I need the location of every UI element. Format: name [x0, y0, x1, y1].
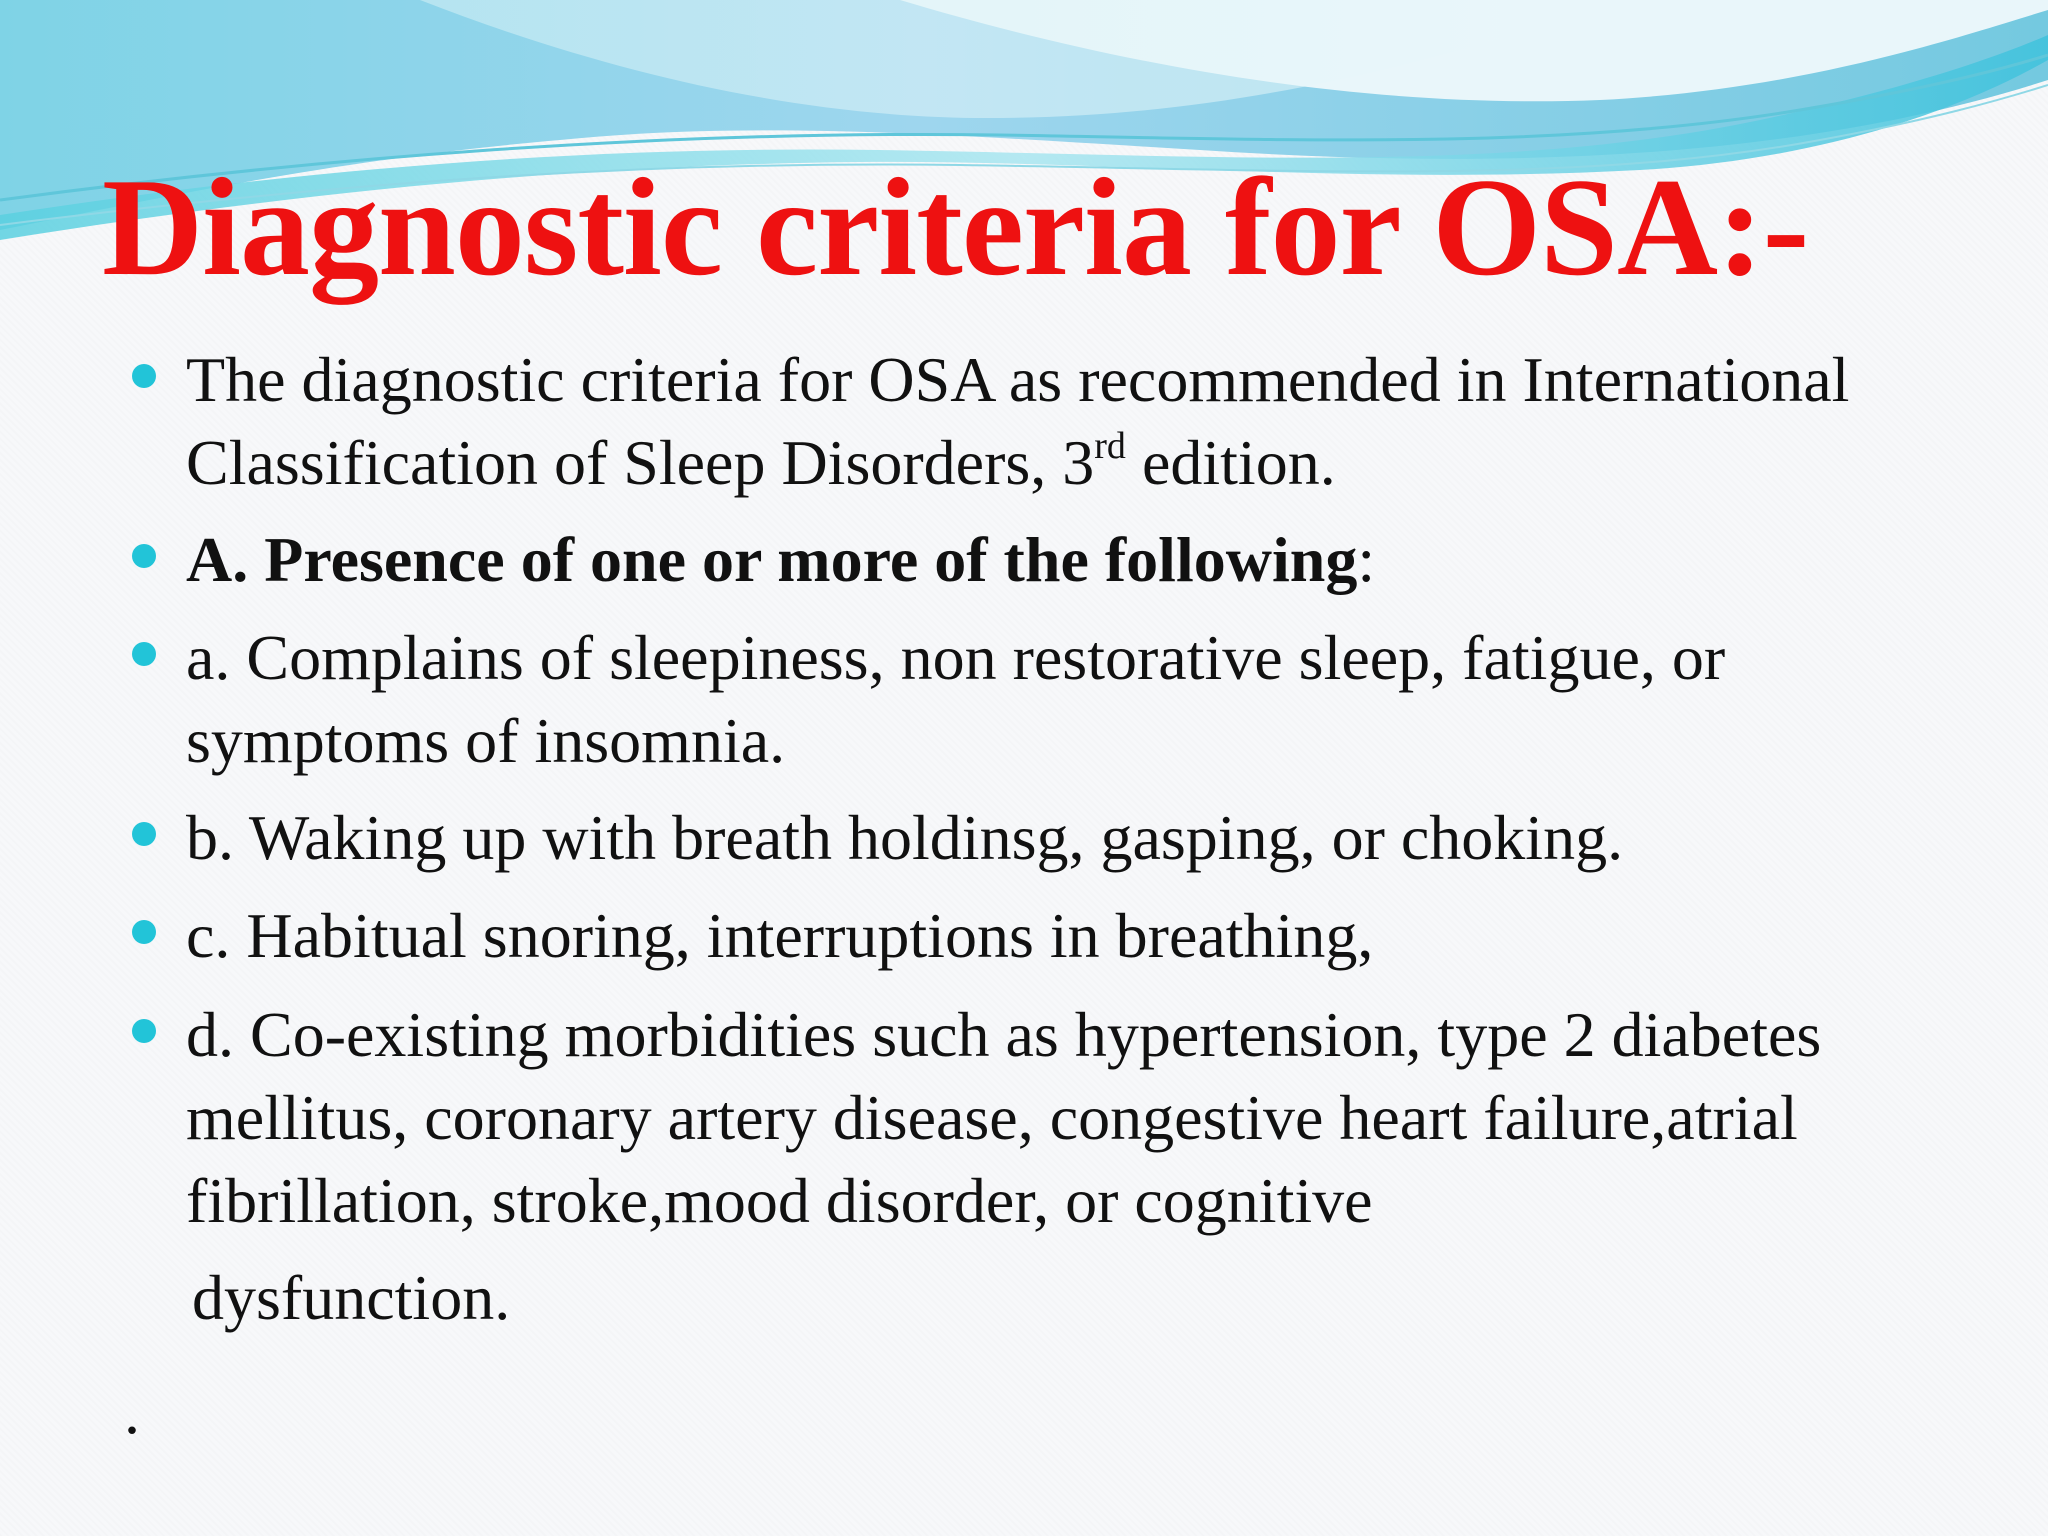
intro-text: The diagnostic criteria for OSA as recommended in International Classification of Sleep Disorders, 3 [186, 344, 1850, 498]
criteria-heading: A. Presence of one or more of the following [186, 524, 1358, 595]
slide-title: Diagnostic criteria for OSA:- [102, 150, 1809, 305]
list-item-heading [186, 518, 1906, 601]
list-item-c [186, 894, 1906, 977]
item-d-continuation: dysfunction. [192, 1262, 511, 1333]
bullet-dot-icon [132, 642, 156, 666]
bullet-dot-icon [132, 1019, 156, 1043]
bullet-dot-icon [132, 364, 156, 388]
criteria-heading-suffix: : [1357, 524, 1376, 595]
ordinal-superscript: rd [1094, 425, 1126, 467]
bullet-dot-icon [132, 920, 156, 944]
bullet-dot-icon [132, 544, 156, 568]
bullet-dot-icon [132, 822, 156, 846]
list-item-b [186, 796, 1906, 879]
item-text: d. Co-existing morbidities such as hypertension, type 2 diabetes mellitus, coronary artery disease, congestive heart failure,atrial fibrillation, stroke,mood disorder, or cognitive [186, 999, 1822, 1236]
list-item-d [186, 993, 1906, 1242]
item-text: b. Waking up with breath holdinsg, gasping, or choking. [186, 802, 1624, 873]
intro-text-end: edition. [1125, 427, 1336, 498]
list-item-a [186, 616, 1906, 782]
list-item-intro [186, 338, 1906, 504]
item-text: c. Habitual snoring, interruptions in breathing, [186, 900, 1374, 971]
trailing-mark: . [124, 1376, 140, 1447]
item-text: a. Complains of sleepiness, non restorative sleep, fatigue, or symptoms of insomnia. [186, 622, 1726, 776]
